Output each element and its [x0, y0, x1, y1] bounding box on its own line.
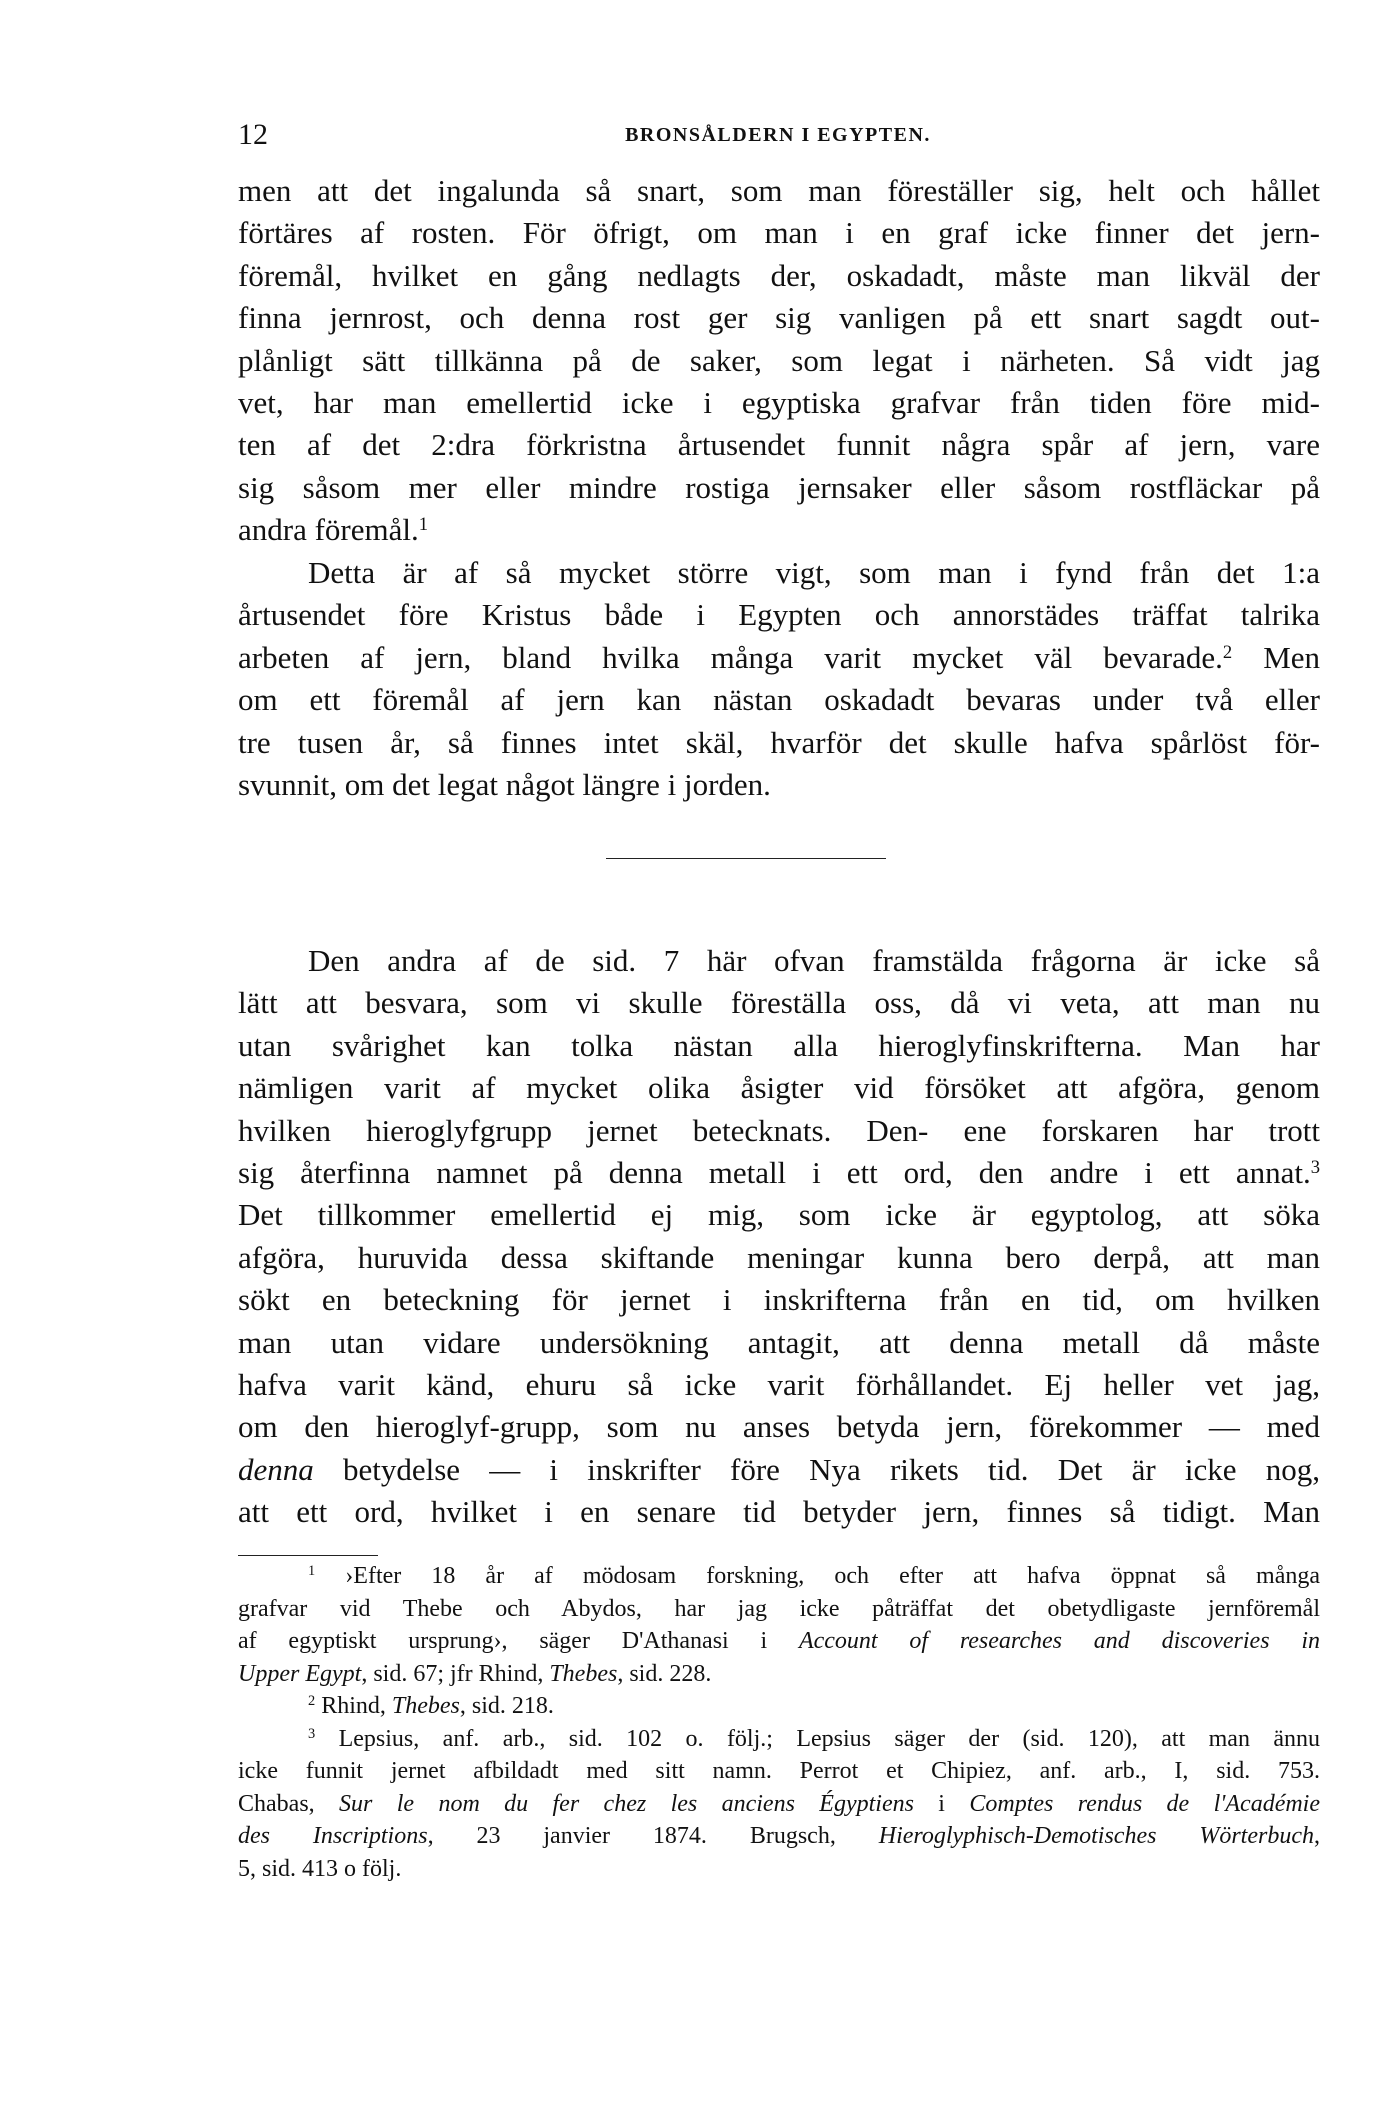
- footnote-ref-3: 3: [1310, 1156, 1320, 1178]
- text-line: lätt att besvara, som vi skulle föreställa oss, då vi veta, att man nu: [238, 985, 1320, 1021]
- footnote-number: 1: [308, 1563, 316, 1580]
- footnote-number: 2: [308, 1693, 316, 1710]
- text-line: om den hieroglyf-grupp, som nu anses betyda jern, förekommer — med: [238, 1409, 1320, 1445]
- text-line: [238, 509, 1320, 551]
- text-line: tre tusen år, så finnes intet skäl, hvarför det skulle hafva spårlöst för-: [238, 724, 1320, 760]
- footnote-3-line: 5, sid. 413 o följ.: [238, 1855, 402, 1882]
- footnote-3-line: icke funnit jernet afbildadt med sitt namn. Perrot et Chipiez, anf. arb., I, sid. 753.: [238, 1758, 1320, 1784]
- text-line: sig såsom mer eller mindre rostiga jernsaker eller såsom rostfläckar på: [238, 469, 1320, 505]
- text-line: nämligen varit af mycket olika åsigter vid försöket att afgöra, genom: [238, 1070, 1320, 1106]
- paragraph-first-millennium: [238, 552, 1320, 806]
- footnotes: [238, 1560, 1320, 1885]
- text-span: arbeten af jern, bland hvilka många varit mycket väl bevarade.: [238, 639, 1223, 675]
- text-line: man utan vidare undersökning antagit, att denna metall då måste: [238, 1324, 1320, 1360]
- text-line: årtusendet före Kristus både i Egypten och annorstädes träffat talrika: [238, 597, 1320, 633]
- page-number: 12: [238, 118, 268, 151]
- book-title: Hieroglyphisch-Demotisches Wörterbuch: [878, 1823, 1314, 1849]
- page-header: [238, 118, 1318, 158]
- text-span: sig återfinna namnet på denna metall i ett ord, den andre i ett annat.: [238, 1154, 1311, 1190]
- footnote-3-line: [238, 1820, 1320, 1853]
- text-span: andra föremål.: [238, 512, 419, 548]
- book-title: Upper Egypt: [238, 1660, 362, 1687]
- text-line: ten af det 2:dra förkristna årtusendet funnit några spår af jern, vare: [238, 427, 1320, 463]
- text-span: ,: [1314, 1823, 1320, 1849]
- text-line: vet, har man emellertid icke i egyptiska grafvar från tiden före mid-: [238, 384, 1320, 420]
- text-span: , sid. 228.: [617, 1660, 712, 1687]
- text-line: förtäres af rosten. För öfrigt, om man i en graf icke finner det jern-: [238, 215, 1320, 251]
- footnote-number: 3: [308, 1725, 316, 1742]
- text-span: betydelse — i inskrifter före Nya rikets tid. Det är icke nog,: [313, 1451, 1320, 1487]
- footnote-1-line: [238, 1658, 1320, 1691]
- book-title: Account of researches and discoveries in: [798, 1628, 1321, 1654]
- footnote-divider: [238, 1555, 378, 1556]
- footnote-2-line: [238, 1690, 1320, 1723]
- paragraph-iron-rust: [238, 170, 1320, 552]
- text-line: [238, 637, 1320, 679]
- text-line: afgöra, huruvida dessa skiftande meningar kunna bero derpå, att man: [238, 1239, 1320, 1275]
- text-line: men att det ingalunda så snart, som man föreställer sig, helt och hållet: [238, 173, 1320, 208]
- text-span: Lepsius, anf. arb., sid. 102 o. följ.; Lepsius säger der (sid. 120), att man ännu: [338, 1725, 1320, 1752]
- footnote-ref-1: 1: [418, 513, 429, 535]
- text-span: , sid. 67; jfr Rhind,: [361, 1660, 550, 1687]
- text-span: Rhind,: [321, 1693, 392, 1719]
- text-span: Chabas,: [238, 1790, 340, 1817]
- text-span: Men: [1263, 639, 1321, 675]
- footnote-1-line: [238, 1560, 1320, 1593]
- section-divider: [606, 858, 886, 859]
- text-line: föremål, hvilket en gång nedlagts der, oskadadt, måste man likväl der: [238, 257, 1320, 293]
- text-line: hafva varit känd, ehuru så icke varit förhållandet. Ej heller vet jag,: [238, 1366, 1320, 1402]
- book-title: Comptes rendus de l'Académie: [969, 1790, 1320, 1817]
- footnote-3-line: [238, 1788, 1320, 1821]
- text-line: om ett föremål af jern kan nästan oskadadt bevaras under två eller: [238, 682, 1320, 718]
- text-line: sökt en beteckning för jernet i inskrifterna från en tid, om hvilken: [238, 1282, 1320, 1318]
- footnote-1-line: [238, 1625, 1320, 1658]
- text-line: svunnit, om det legat något längre i jorden.: [238, 766, 771, 802]
- text-span: i: [913, 1790, 970, 1817]
- text-line: Det tillkommer emellertid ej mig, som icke är egyptolog, att söka: [238, 1197, 1320, 1233]
- text-line: att ett ord, hvilket i en senare tid betyder jern, finnes så tidigt. Man: [238, 1494, 1320, 1530]
- book-title: des Inscriptions: [238, 1823, 428, 1849]
- footnote-1-line: grafvar vid Thebe och Abydos, har jag icke påträffat det obetydligaste jernföremål: [238, 1595, 1320, 1622]
- text-span: ›Efter 18 år af mödosam forskning, och efter att hafva öppnat så många: [345, 1563, 1321, 1589]
- text-line: utan svårighet kan tolka nästan alla hieroglyfinskrifterna. Man har: [238, 1027, 1320, 1063]
- book-title: Thebes: [549, 1660, 618, 1687]
- text-line: Detta är af så mycket större vigt, som man i fynd från det 1:a: [308, 555, 1320, 590]
- text-line: finna jernrost, och denna rost ger sig vanligen på ett snart sagdt out-: [238, 300, 1320, 336]
- text-span: af egyptiskt ursprung›, säger D'Athanasi i: [238, 1628, 799, 1654]
- paragraph-hieroglyph: [238, 940, 1320, 1533]
- text-span: , sid. 218.: [459, 1693, 554, 1719]
- text-line: plånligt sätt tillkänna på de saker, som legat i närheten. Så vidt jag: [238, 342, 1320, 378]
- text-line: [238, 1449, 1320, 1491]
- running-title: BRONSÅLDERN I EGYPTEN.: [625, 124, 931, 146]
- text-span: , 23 janvier 1874. Brugsch,: [427, 1823, 879, 1849]
- footnote-ref-2: 2: [1222, 641, 1233, 663]
- book-title: Thebes: [391, 1693, 460, 1719]
- text-line: [238, 1152, 1320, 1194]
- italic-word: denna: [238, 1451, 314, 1487]
- text-line: hvilken hieroglyfgrupp jernet betecknats. Den- ene forskaren har trott: [238, 1112, 1320, 1148]
- book-title: Sur le nom du fer chez les anciens Égyptiens: [339, 1790, 914, 1817]
- footnote-3-line: [238, 1723, 1320, 1756]
- text-line: Den andra af de sid. 7 här ofvan framstälda frågorna är icke så: [308, 943, 1320, 978]
